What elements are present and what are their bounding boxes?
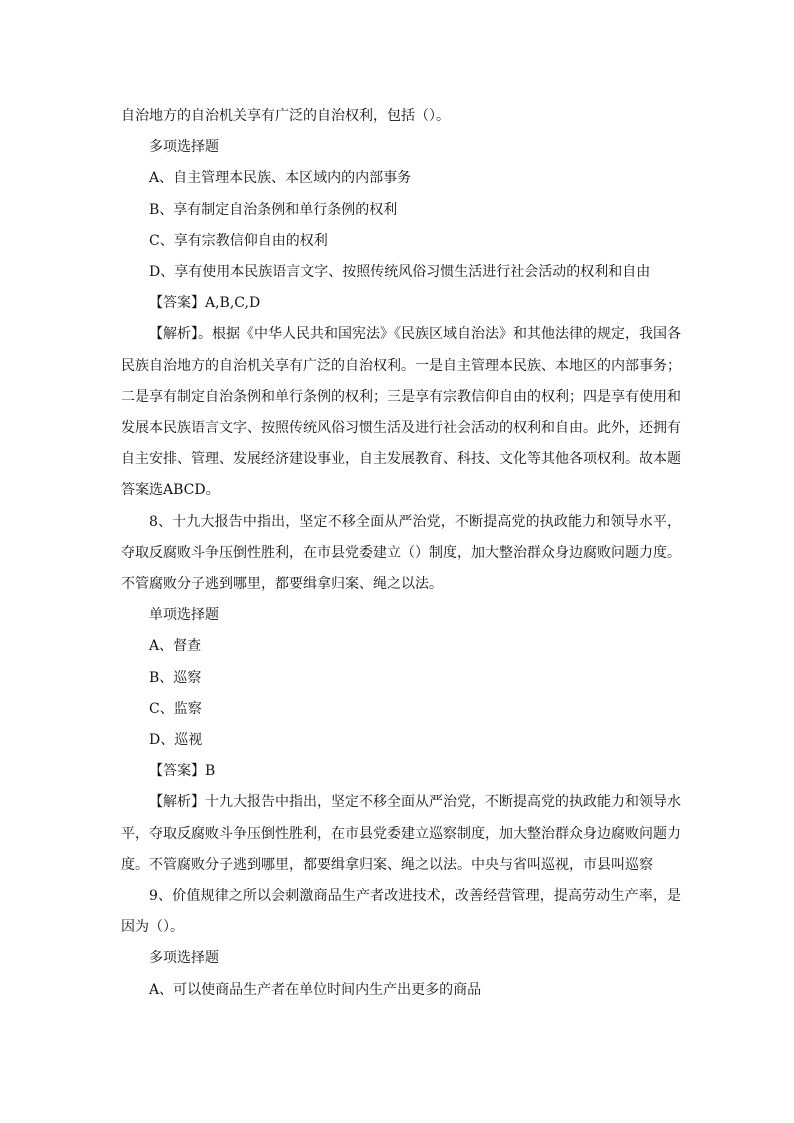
q7-answer (121, 288, 681, 319)
q8-stem: 8、十九大报告中指出，坚定不移全面从严治党，不断提高党的执政能力和领导水平，夺取反腐败斗争压倒性胜利，在市县党委建立（）制度，加大整治群众身边腐败问题力度。不管腐败分子逃到哪里，都要缉拿归案、绳之以法。 (121, 513, 681, 593)
q8-analysis-label: 【解析】 (149, 794, 205, 811)
q7-option-b: B、享有制定自治条例和单行条例的权利 (149, 201, 398, 218)
q8-option-a: A、督查 (149, 638, 202, 655)
q9-option-a: A、可以使商品生产者在单位时间内生产出更多的商品 (149, 981, 482, 998)
q7-analysis (121, 319, 681, 506)
q7-option-c: C、享有宗教信仰自由的权利 (149, 232, 328, 249)
q7-analysis-label: 【解析】 (149, 326, 198, 343)
q7-answer-label: 【答案】 (149, 295, 205, 312)
q9-type: 多项选择题 (149, 950, 219, 967)
q7-option-a: A、自主管理本民族、本区域内的内部事务 (149, 170, 412, 187)
q7-answer-value: A,B,C,D (205, 295, 261, 312)
q9-stem: 9、价值规律之所以会刺激商品生产者改进技术，改善经营管理，提高劳动生产率，是因为（）。 (121, 888, 681, 936)
q8-option-d: D、巡视 (149, 732, 203, 749)
q7-stem: 自治地方的自治机关享有广泛的自治权利，包括（）。 (121, 108, 450, 124)
q8-type: 单项选择题 (149, 607, 219, 624)
q7-option-d: D、享有使用本民族语言文字、按照传统风俗习惯生活进行社会活动的权利和自由 (149, 264, 651, 281)
q8-analysis-text: 十九大报告中指出，坚定不移全面从严治党，不断提高党的执政能力和领导水平，夺取反腐败斗争压倒性胜利，在市县党委建立巡察制度，加大整治群众身边腐败问题力度。不管腐败分子逃到哪里，都要缉拿归案、绳之以法。中央与省叫巡视，市县叫巡察 (121, 794, 681, 873)
q8-answer-label: 【答案】 (149, 763, 205, 780)
q7-analysis-text: 。根据《中华人民共和国宪法》《民族区域自治法》和其他法律的规定，我国各民族自治地方的自治机关享有广泛的自治权利。一是自主管理本民族、本地区的内部事务；二是享有制定自治条例和单行条例的权利；三是享有宗教信仰自由的权利；四是享有使用和发展本民族语言文字、按照传统风俗习惯生活及进行社会活动的权利和自由。此外，还拥有自主安排、管理、发展经济建设事业，自主发展教育、科技、文化等其他各项权利。故本题答案选ABCD。 (121, 326, 681, 499)
q8-analysis (121, 787, 681, 881)
document-body (121, 101, 681, 1006)
q8-answer-value: B (205, 763, 216, 780)
q8-option-b: B、巡察 (149, 669, 202, 686)
q7-type: 多项选择题 (149, 139, 219, 156)
q8-answer (121, 756, 681, 787)
q8-option-c: C、监察 (149, 700, 202, 717)
